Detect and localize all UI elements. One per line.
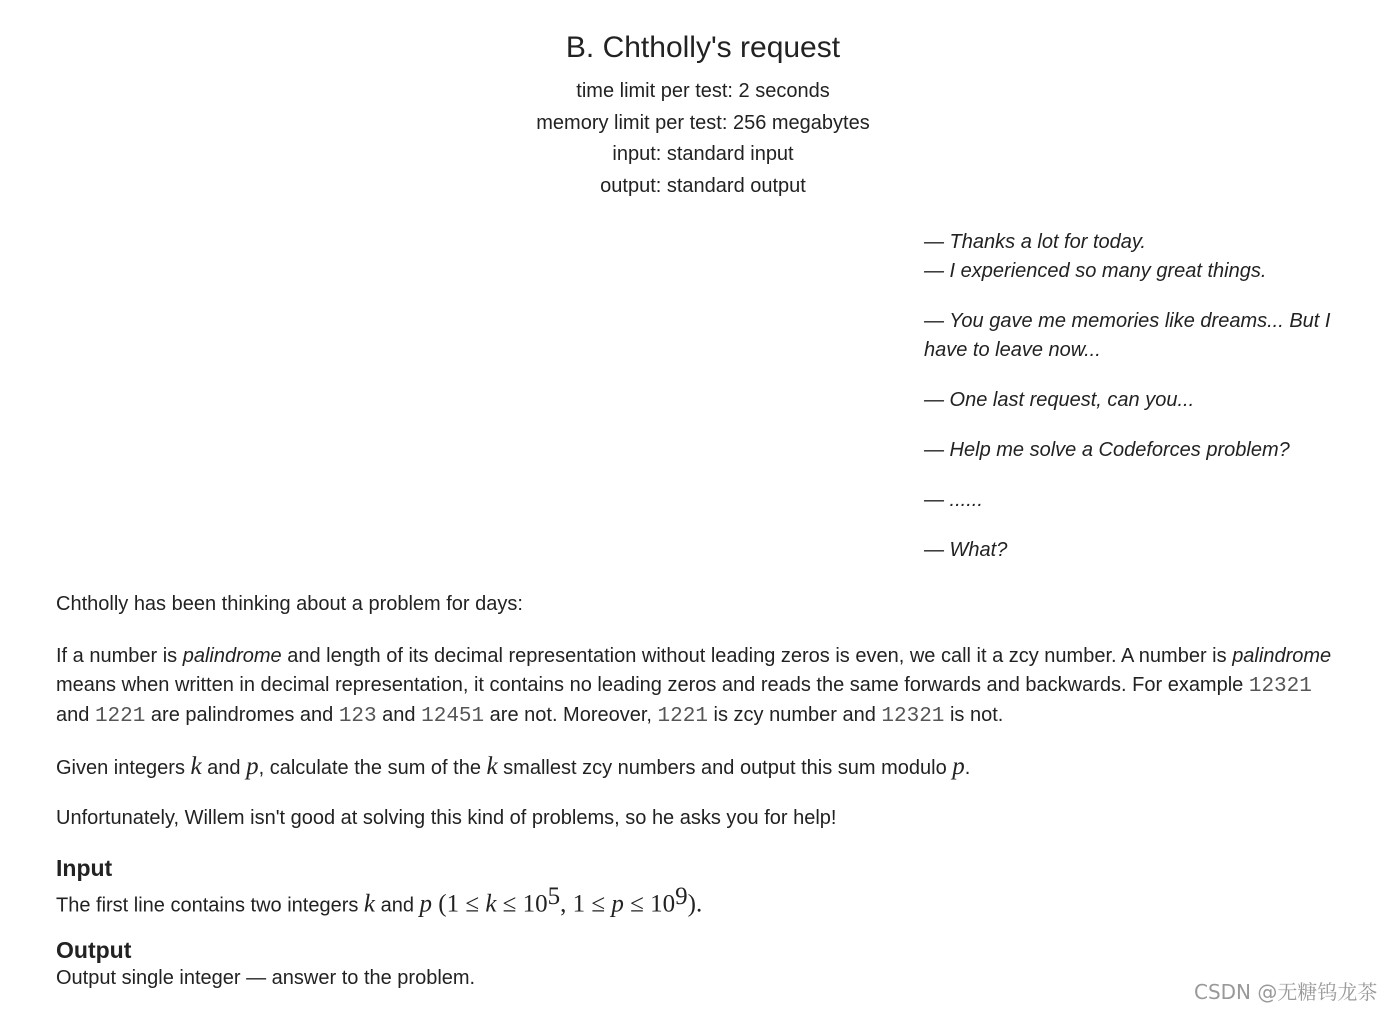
input-heading: Input: [56, 855, 113, 881]
text: is zcy number and: [707, 704, 882, 726]
statement-definition: [56, 642, 1346, 731]
output-section: [56, 936, 475, 993]
text: Given integers: [56, 757, 191, 779]
problem-header: [0, 28, 1381, 202]
epigraph-line: — Help me solve a Codeforces problem?: [924, 439, 1290, 461]
text: are palindromes and: [145, 704, 339, 726]
statement-intro: Chtholly has been thinking about a problem for days:: [56, 593, 523, 615]
watermark: CSDN @无糖钨龙茶: [1194, 980, 1378, 1004]
output-text: Output single integer — answer to the problem.: [56, 967, 476, 989]
text: are not. Moreover,: [484, 704, 658, 726]
math: ).: [687, 890, 703, 918]
math-var: k: [486, 753, 498, 780]
example-number: 123: [338, 705, 377, 728]
math-var: k: [363, 890, 376, 918]
math: (1 ≤: [432, 890, 486, 918]
epigraph-line: — You gave me memories like dreams... But I have to leave now...: [924, 310, 1331, 361]
epigraph: [924, 228, 1364, 565]
example-number: 12451: [421, 705, 485, 728]
example-number: 12321: [881, 705, 945, 728]
math-var: k: [190, 753, 202, 780]
text: and: [376, 704, 422, 726]
text: and: [56, 704, 95, 726]
example-number: 1221: [94, 705, 146, 728]
math-var: p: [952, 753, 965, 780]
example-number: 1221: [657, 705, 708, 728]
output-heading: Output: [56, 937, 132, 963]
text: .: [964, 757, 971, 779]
text: , calculate the sum of the: [258, 757, 487, 779]
problem-title: B. Chtholly's request: [565, 31, 841, 64]
math-exponent: 9: [675, 883, 688, 910]
text: The first line contains two integers: [56, 894, 364, 917]
math: , 1 ≤: [560, 890, 612, 918]
time-limit: time limit per test: 2 seconds: [576, 80, 830, 102]
text: If a number is: [56, 645, 183, 667]
math: ≤ 10: [623, 890, 676, 918]
epigraph-line: — I experienced so many great things.: [924, 260, 1267, 282]
statement-help: Unfortunately, Willem isn't good at solving this kind of problems, so he asks you for help!: [56, 807, 837, 829]
math-var: p: [246, 753, 259, 780]
statement-task: [56, 752, 970, 783]
epigraph-line: — What?: [924, 539, 1008, 561]
output-spec: output: standard output: [600, 174, 806, 197]
term-palindrome: palindrome: [182, 645, 282, 667]
math-exponent: 5: [547, 883, 561, 910]
epigraph-line: — ......: [924, 489, 983, 511]
math-var: k: [485, 890, 497, 918]
epigraph-line: — One last request, can you...: [924, 389, 1195, 411]
math-var: p: [419, 890, 433, 918]
text: means when written in decimal representation, it contains no leading zeros and reads the same forwards and backwards. For example: [56, 674, 1249, 696]
input-spec: input: standard input: [612, 143, 794, 165]
example-number: 12321: [1248, 675, 1312, 698]
memory-limit: memory limit per test: 256 megabytes: [536, 111, 870, 134]
input-section: [56, 854, 702, 921]
input-text: [56, 882, 702, 921]
math: ≤ 10: [496, 890, 548, 918]
text: and length of its decimal representation without leading zeros is even, we call it a zcy number. A number is: [281, 645, 1233, 667]
text: and: [201, 757, 247, 779]
text: smallest zcy numbers and output this sum modulo: [497, 757, 953, 779]
term-palindrome: palindrome: [1232, 645, 1332, 667]
text: and: [375, 894, 420, 917]
math-var: p: [611, 890, 624, 918]
epigraph-line: — Thanks a lot for today.: [924, 231, 1146, 253]
text: is not.: [944, 704, 1004, 726]
